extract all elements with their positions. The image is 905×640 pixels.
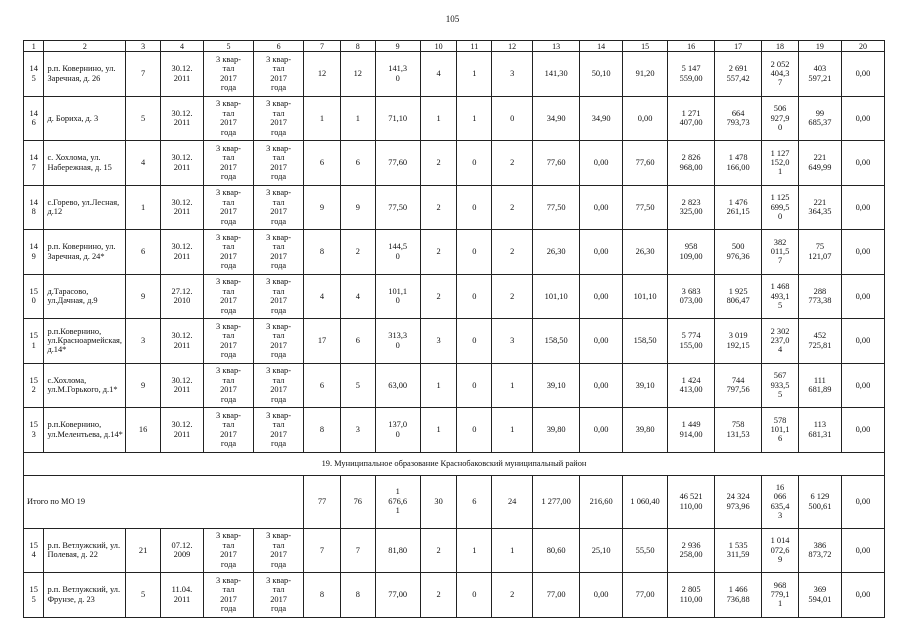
total-value: 6 129 500,61	[798, 475, 841, 528]
section-title: 19. Муниципальное образование Краснобаковский муниципальный район	[24, 452, 885, 475]
value-cell: 6	[304, 141, 341, 186]
value-cell: 0,00	[580, 274, 623, 319]
total-value: 24 324 973,96	[715, 475, 762, 528]
table-row	[24, 319, 885, 364]
value-cell: 3 квар- тал 2017 года	[254, 96, 304, 141]
value-cell: 3 квар- тал 2017 года	[254, 319, 304, 364]
value-cell: 0,00	[841, 274, 884, 319]
address-cell: р.п.Ковернино, ул.Мелентьева, д.14*	[44, 408, 126, 453]
value-cell: 1	[304, 96, 341, 141]
value-cell: 6	[126, 230, 161, 275]
value-cell: 0,00	[841, 52, 884, 97]
row-number: 15 1	[24, 319, 44, 364]
value-cell: 3 квар- тал 2017 года	[203, 141, 253, 186]
value-cell: 2 805 110,00	[668, 573, 715, 618]
row-number: 15 2	[24, 363, 44, 408]
value-cell: 0	[492, 96, 533, 141]
table-row	[24, 185, 885, 230]
value-cell: 81,80	[375, 528, 420, 573]
value-cell: 1	[420, 96, 457, 141]
column-number: 12	[492, 41, 533, 52]
value-cell: 34,90	[533, 96, 580, 141]
address-cell: с.Хохлома, ул.М.Горького, д.1*	[44, 363, 126, 408]
value-cell: 7	[126, 52, 161, 97]
value-cell: 2	[420, 141, 457, 186]
value-cell: 0,00	[623, 96, 668, 141]
value-cell: 9	[126, 274, 161, 319]
value-cell: 6	[304, 363, 341, 408]
value-cell: 3 квар- тал 2017 года	[254, 52, 304, 97]
address-cell: р.п. Ветлужский, ул. Фрунзе, д. 23	[44, 573, 126, 618]
value-cell: 34,90	[580, 96, 623, 141]
column-number: 5	[203, 41, 253, 52]
value-cell: 4	[126, 141, 161, 186]
column-number: 15	[623, 41, 668, 52]
value-cell: 4	[420, 52, 457, 97]
value-cell: 3 квар- тал 2017 года	[254, 528, 304, 573]
value-cell: 16	[126, 408, 161, 453]
value-cell: 1 476 261,15	[715, 185, 762, 230]
row-number: 14 6	[24, 96, 44, 141]
value-cell: 0,00	[841, 528, 884, 573]
column-number: 16	[668, 41, 715, 52]
value-cell: 2 302 237,0 4	[762, 319, 799, 364]
total-value: 16 066 635,4 3	[762, 475, 799, 528]
value-cell: 77,00	[623, 573, 668, 618]
total-value: 30	[420, 475, 457, 528]
total-value: 1 060,40	[623, 475, 668, 528]
value-cell: 2 691 557,42	[715, 52, 762, 97]
address-cell: р.п. Ковернино, ул. Заречная, д. 26	[44, 52, 126, 97]
value-cell: 2	[420, 528, 457, 573]
value-cell: 21	[126, 528, 161, 573]
value-cell: 8	[304, 573, 341, 618]
row-number: 14 7	[24, 141, 44, 186]
value-cell: 17	[304, 319, 341, 364]
total-value: 24	[492, 475, 533, 528]
table-row	[24, 363, 885, 408]
value-cell: 1 468 493,1 5	[762, 274, 799, 319]
column-number: 10	[420, 41, 457, 52]
value-cell: 3 квар- тал 2017 года	[254, 573, 304, 618]
value-cell: 968 779,1 1	[762, 573, 799, 618]
value-cell: 2	[492, 141, 533, 186]
value-cell: 2 826 968,00	[668, 141, 715, 186]
value-cell: 3 квар- тал 2017 года	[203, 52, 253, 97]
value-cell: 3	[492, 319, 533, 364]
column-number: 7	[304, 41, 341, 52]
table-row	[24, 408, 885, 453]
value-cell: 1 424 413,00	[668, 363, 715, 408]
column-number: 17	[715, 41, 762, 52]
value-cell: 5	[126, 96, 161, 141]
value-cell: 3 квар- тал 2017 года	[254, 230, 304, 275]
value-cell: 3	[126, 319, 161, 364]
value-cell: 27.12. 2010	[161, 274, 204, 319]
value-cell: 1	[420, 363, 457, 408]
value-cell: 0,00	[580, 230, 623, 275]
value-cell: 2	[420, 230, 457, 275]
value-cell: 0	[457, 408, 492, 453]
value-cell: 5	[126, 573, 161, 618]
value-cell: 77,00	[375, 573, 420, 618]
value-cell: 1	[492, 408, 533, 453]
value-cell: 4	[340, 274, 375, 319]
value-cell: 1 466 736,88	[715, 573, 762, 618]
value-cell: 3 квар- тал 2017 года	[203, 573, 253, 618]
total-value: 77	[304, 475, 341, 528]
value-cell: 50,10	[580, 52, 623, 97]
row-number: 14 5	[24, 52, 44, 97]
value-cell: 5	[340, 363, 375, 408]
value-cell: 0,00	[580, 573, 623, 618]
value-cell: 101,10	[623, 274, 668, 319]
table-row	[24, 96, 885, 141]
column-number: 14	[580, 41, 623, 52]
address-cell: с.Горево, ул.Лесная, д.12	[44, 185, 126, 230]
address-cell: д.Тарасово, ул.Дачная, д.9	[44, 274, 126, 319]
value-cell: 137,0 0	[375, 408, 420, 453]
table-row	[24, 573, 885, 618]
value-cell: 144,5 0	[375, 230, 420, 275]
value-cell: 2	[492, 573, 533, 618]
value-cell: 1 014 072,6 9	[762, 528, 799, 573]
total-value: 6	[457, 475, 492, 528]
table-row	[24, 230, 885, 275]
value-cell: 7	[304, 528, 341, 573]
address-cell: р.п. Ветлужский, ул. Полевая, д. 22	[44, 528, 126, 573]
section-row	[24, 452, 885, 475]
value-cell: 4	[304, 274, 341, 319]
value-cell: 3 квар- тал 2017 года	[254, 141, 304, 186]
value-cell: 3 квар- тал 2017 года	[203, 230, 253, 275]
value-cell: 3	[340, 408, 375, 453]
value-cell: 3 квар- тал 2017 года	[254, 408, 304, 453]
value-cell: 0,00	[580, 319, 623, 364]
row-number: 15 5	[24, 573, 44, 618]
value-cell: 369 594,01	[798, 573, 841, 618]
address-cell: р.п.Ковернино, ул.Красноармейская, д.14*	[44, 319, 126, 364]
value-cell: 12	[304, 52, 341, 97]
value-cell: 0,00	[841, 141, 884, 186]
column-number: 1	[24, 41, 44, 52]
value-cell: 30.12. 2011	[161, 408, 204, 453]
value-cell: 3 квар- тал 2017 года	[203, 274, 253, 319]
value-cell: 6	[340, 141, 375, 186]
value-cell: 3 квар- тал 2017 года	[254, 274, 304, 319]
value-cell: 0,00	[580, 408, 623, 453]
value-cell: 77,60	[623, 141, 668, 186]
value-cell: 3 683 073,00	[668, 274, 715, 319]
row-number: 15 3	[24, 408, 44, 453]
value-cell: 1 125 699,5 0	[762, 185, 799, 230]
value-cell: 3 квар- тал 2017 года	[254, 185, 304, 230]
value-cell: 0	[457, 274, 492, 319]
value-cell: 3	[492, 52, 533, 97]
value-cell: 30.12. 2011	[161, 185, 204, 230]
value-cell: 25,10	[580, 528, 623, 573]
value-cell: 500 976,36	[715, 230, 762, 275]
value-cell: 6	[340, 319, 375, 364]
row-number: 14 9	[24, 230, 44, 275]
value-cell: 141,30	[533, 52, 580, 97]
table-row	[24, 274, 885, 319]
value-cell: 39,80	[623, 408, 668, 453]
value-cell: 71,10	[375, 96, 420, 141]
value-cell: 0,00	[841, 185, 884, 230]
value-cell: 91,20	[623, 52, 668, 97]
total-value: 216,60	[580, 475, 623, 528]
value-cell: 26,30	[533, 230, 580, 275]
value-cell: 3	[420, 319, 457, 364]
value-cell: 77,60	[533, 141, 580, 186]
column-number: 11	[457, 41, 492, 52]
value-cell: 3 019 192,15	[715, 319, 762, 364]
total-value: 46 521 110,00	[668, 475, 715, 528]
value-cell: 0	[457, 230, 492, 275]
header-row	[24, 41, 885, 52]
value-cell: 221 649,99	[798, 141, 841, 186]
column-number: 13	[533, 41, 580, 52]
value-cell: 744 797,56	[715, 363, 762, 408]
value-cell: 0,00	[580, 185, 623, 230]
total-value: 1 277,00	[533, 475, 580, 528]
value-cell: 30.12. 2011	[161, 141, 204, 186]
value-cell: 77,00	[533, 573, 580, 618]
value-cell: 221 364,35	[798, 185, 841, 230]
value-cell: 1 925 806,47	[715, 274, 762, 319]
value-cell: 3 квар- тал 2017 года	[203, 528, 253, 573]
value-cell: 664 793,73	[715, 96, 762, 141]
value-cell: 26,30	[623, 230, 668, 275]
value-cell: 2	[492, 274, 533, 319]
total-value: 0,00	[841, 475, 884, 528]
value-cell: 30.12. 2011	[161, 319, 204, 364]
address-cell: д. Бориха, д. 3	[44, 96, 126, 141]
value-cell: 9	[126, 363, 161, 408]
value-cell: 99 685,37	[798, 96, 841, 141]
value-cell: 1 478 166,00	[715, 141, 762, 186]
column-number: 18	[762, 41, 799, 52]
value-cell: 39,10	[533, 363, 580, 408]
value-cell: 7	[340, 528, 375, 573]
value-cell: 2	[420, 274, 457, 319]
value-cell: 3 квар- тал 2017 года	[254, 363, 304, 408]
value-cell: 2	[420, 573, 457, 618]
value-cell: 8	[340, 573, 375, 618]
column-number: 2	[44, 41, 126, 52]
value-cell: 0,00	[841, 230, 884, 275]
value-cell: 141,3 0	[375, 52, 420, 97]
value-cell: 1	[457, 96, 492, 141]
value-cell: 11.04. 2011	[161, 573, 204, 618]
value-cell: 0	[457, 363, 492, 408]
resettlement-table	[23, 40, 885, 618]
value-cell: 3 квар- тал 2017 года	[203, 408, 253, 453]
value-cell: 288 773,38	[798, 274, 841, 319]
value-cell: 1	[340, 96, 375, 141]
value-cell: 506 927,9 0	[762, 96, 799, 141]
table-row	[24, 52, 885, 97]
value-cell: 0	[457, 573, 492, 618]
value-cell: 12	[340, 52, 375, 97]
column-number: 3	[126, 41, 161, 52]
value-cell: 5 147 559,00	[668, 52, 715, 97]
row-number: 15 0	[24, 274, 44, 319]
value-cell: 77,50	[623, 185, 668, 230]
value-cell: 0,00	[841, 363, 884, 408]
value-cell: 113 681,31	[798, 408, 841, 453]
value-cell: 2	[340, 230, 375, 275]
column-number: 9	[375, 41, 420, 52]
value-cell: 313,3 0	[375, 319, 420, 364]
value-cell: 452 725,81	[798, 319, 841, 364]
value-cell: 1	[126, 185, 161, 230]
value-cell: 1	[457, 52, 492, 97]
value-cell: 2	[492, 230, 533, 275]
page-number: 105	[445, 14, 460, 24]
value-cell: 39,10	[623, 363, 668, 408]
value-cell: 2	[492, 185, 533, 230]
value-cell: 8	[304, 408, 341, 453]
value-cell: 1 127 152,0 1	[762, 141, 799, 186]
value-cell: 382 011,5 7	[762, 230, 799, 275]
column-number: 19	[798, 41, 841, 52]
total-row	[24, 475, 885, 528]
value-cell: 8	[304, 230, 341, 275]
value-cell: 5 774 155,00	[668, 319, 715, 364]
value-cell: 958 109,00	[668, 230, 715, 275]
value-cell: 0,00	[841, 319, 884, 364]
value-cell: 77,50	[533, 185, 580, 230]
address-cell: с. Хохлома, ул. Набережная, д. 15	[44, 141, 126, 186]
value-cell: 3 квар- тал 2017 года	[203, 185, 253, 230]
table-row	[24, 141, 885, 186]
value-cell: 101,1 0	[375, 274, 420, 319]
value-cell: 158,50	[623, 319, 668, 364]
value-cell: 30.12. 2011	[161, 230, 204, 275]
value-cell: 9	[340, 185, 375, 230]
value-cell: 07.12. 2009	[161, 528, 204, 573]
value-cell: 2	[420, 185, 457, 230]
column-number: 8	[340, 41, 375, 52]
value-cell: 1	[420, 408, 457, 453]
value-cell: 30.12. 2011	[161, 96, 204, 141]
value-cell: 1 271 407,00	[668, 96, 715, 141]
value-cell: 75 121,07	[798, 230, 841, 275]
row-number: 15 4	[24, 528, 44, 573]
value-cell: 1 449 914,00	[668, 408, 715, 453]
value-cell: 3 квар- тал 2017 года	[203, 319, 253, 364]
total-value: 76	[340, 475, 375, 528]
value-cell: 77,50	[375, 185, 420, 230]
value-cell: 158,50	[533, 319, 580, 364]
value-cell: 0,00	[841, 408, 884, 453]
value-cell: 77,60	[375, 141, 420, 186]
value-cell: 1	[492, 528, 533, 573]
table-row	[24, 528, 885, 573]
value-cell: 39,80	[533, 408, 580, 453]
total-label: Итого по МО 19	[24, 475, 304, 528]
value-cell: 567 933,5 5	[762, 363, 799, 408]
value-cell: 0	[457, 141, 492, 186]
value-cell: 30.12. 2011	[161, 52, 204, 97]
value-cell: 2 823 325,00	[668, 185, 715, 230]
value-cell: 0	[457, 185, 492, 230]
value-cell: 0,00	[841, 573, 884, 618]
value-cell: 1 535 311,59	[715, 528, 762, 573]
address-cell: р.п. Ковернино, ул. Заречная, д. 24*	[44, 230, 126, 275]
value-cell: 0	[457, 319, 492, 364]
column-number: 6	[254, 41, 304, 52]
value-cell: 403 597,21	[798, 52, 841, 97]
value-cell: 386 873,72	[798, 528, 841, 573]
value-cell: 30.12. 2011	[161, 363, 204, 408]
column-number: 4	[161, 41, 204, 52]
row-number: 14 8	[24, 185, 44, 230]
value-cell: 111 681,89	[798, 363, 841, 408]
value-cell: 101,10	[533, 274, 580, 319]
value-cell: 1	[457, 528, 492, 573]
value-cell: 2 936 258,00	[668, 528, 715, 573]
value-cell: 0,00	[580, 363, 623, 408]
value-cell: 0,00	[841, 96, 884, 141]
value-cell: 63,00	[375, 363, 420, 408]
column-number: 20	[841, 41, 884, 52]
value-cell: 3 квар- тал 2017 года	[203, 96, 253, 141]
value-cell: 55,50	[623, 528, 668, 573]
value-cell: 9	[304, 185, 341, 230]
value-cell: 80,60	[533, 528, 580, 573]
value-cell: 578 101,1 6	[762, 408, 799, 453]
value-cell: 1	[492, 363, 533, 408]
value-cell: 0,00	[580, 141, 623, 186]
value-cell: 758 131,53	[715, 408, 762, 453]
total-value: 1 676,6 1	[375, 475, 420, 528]
value-cell: 3 квар- тал 2017 года	[203, 363, 253, 408]
value-cell: 2 052 404,3 7	[762, 52, 799, 97]
